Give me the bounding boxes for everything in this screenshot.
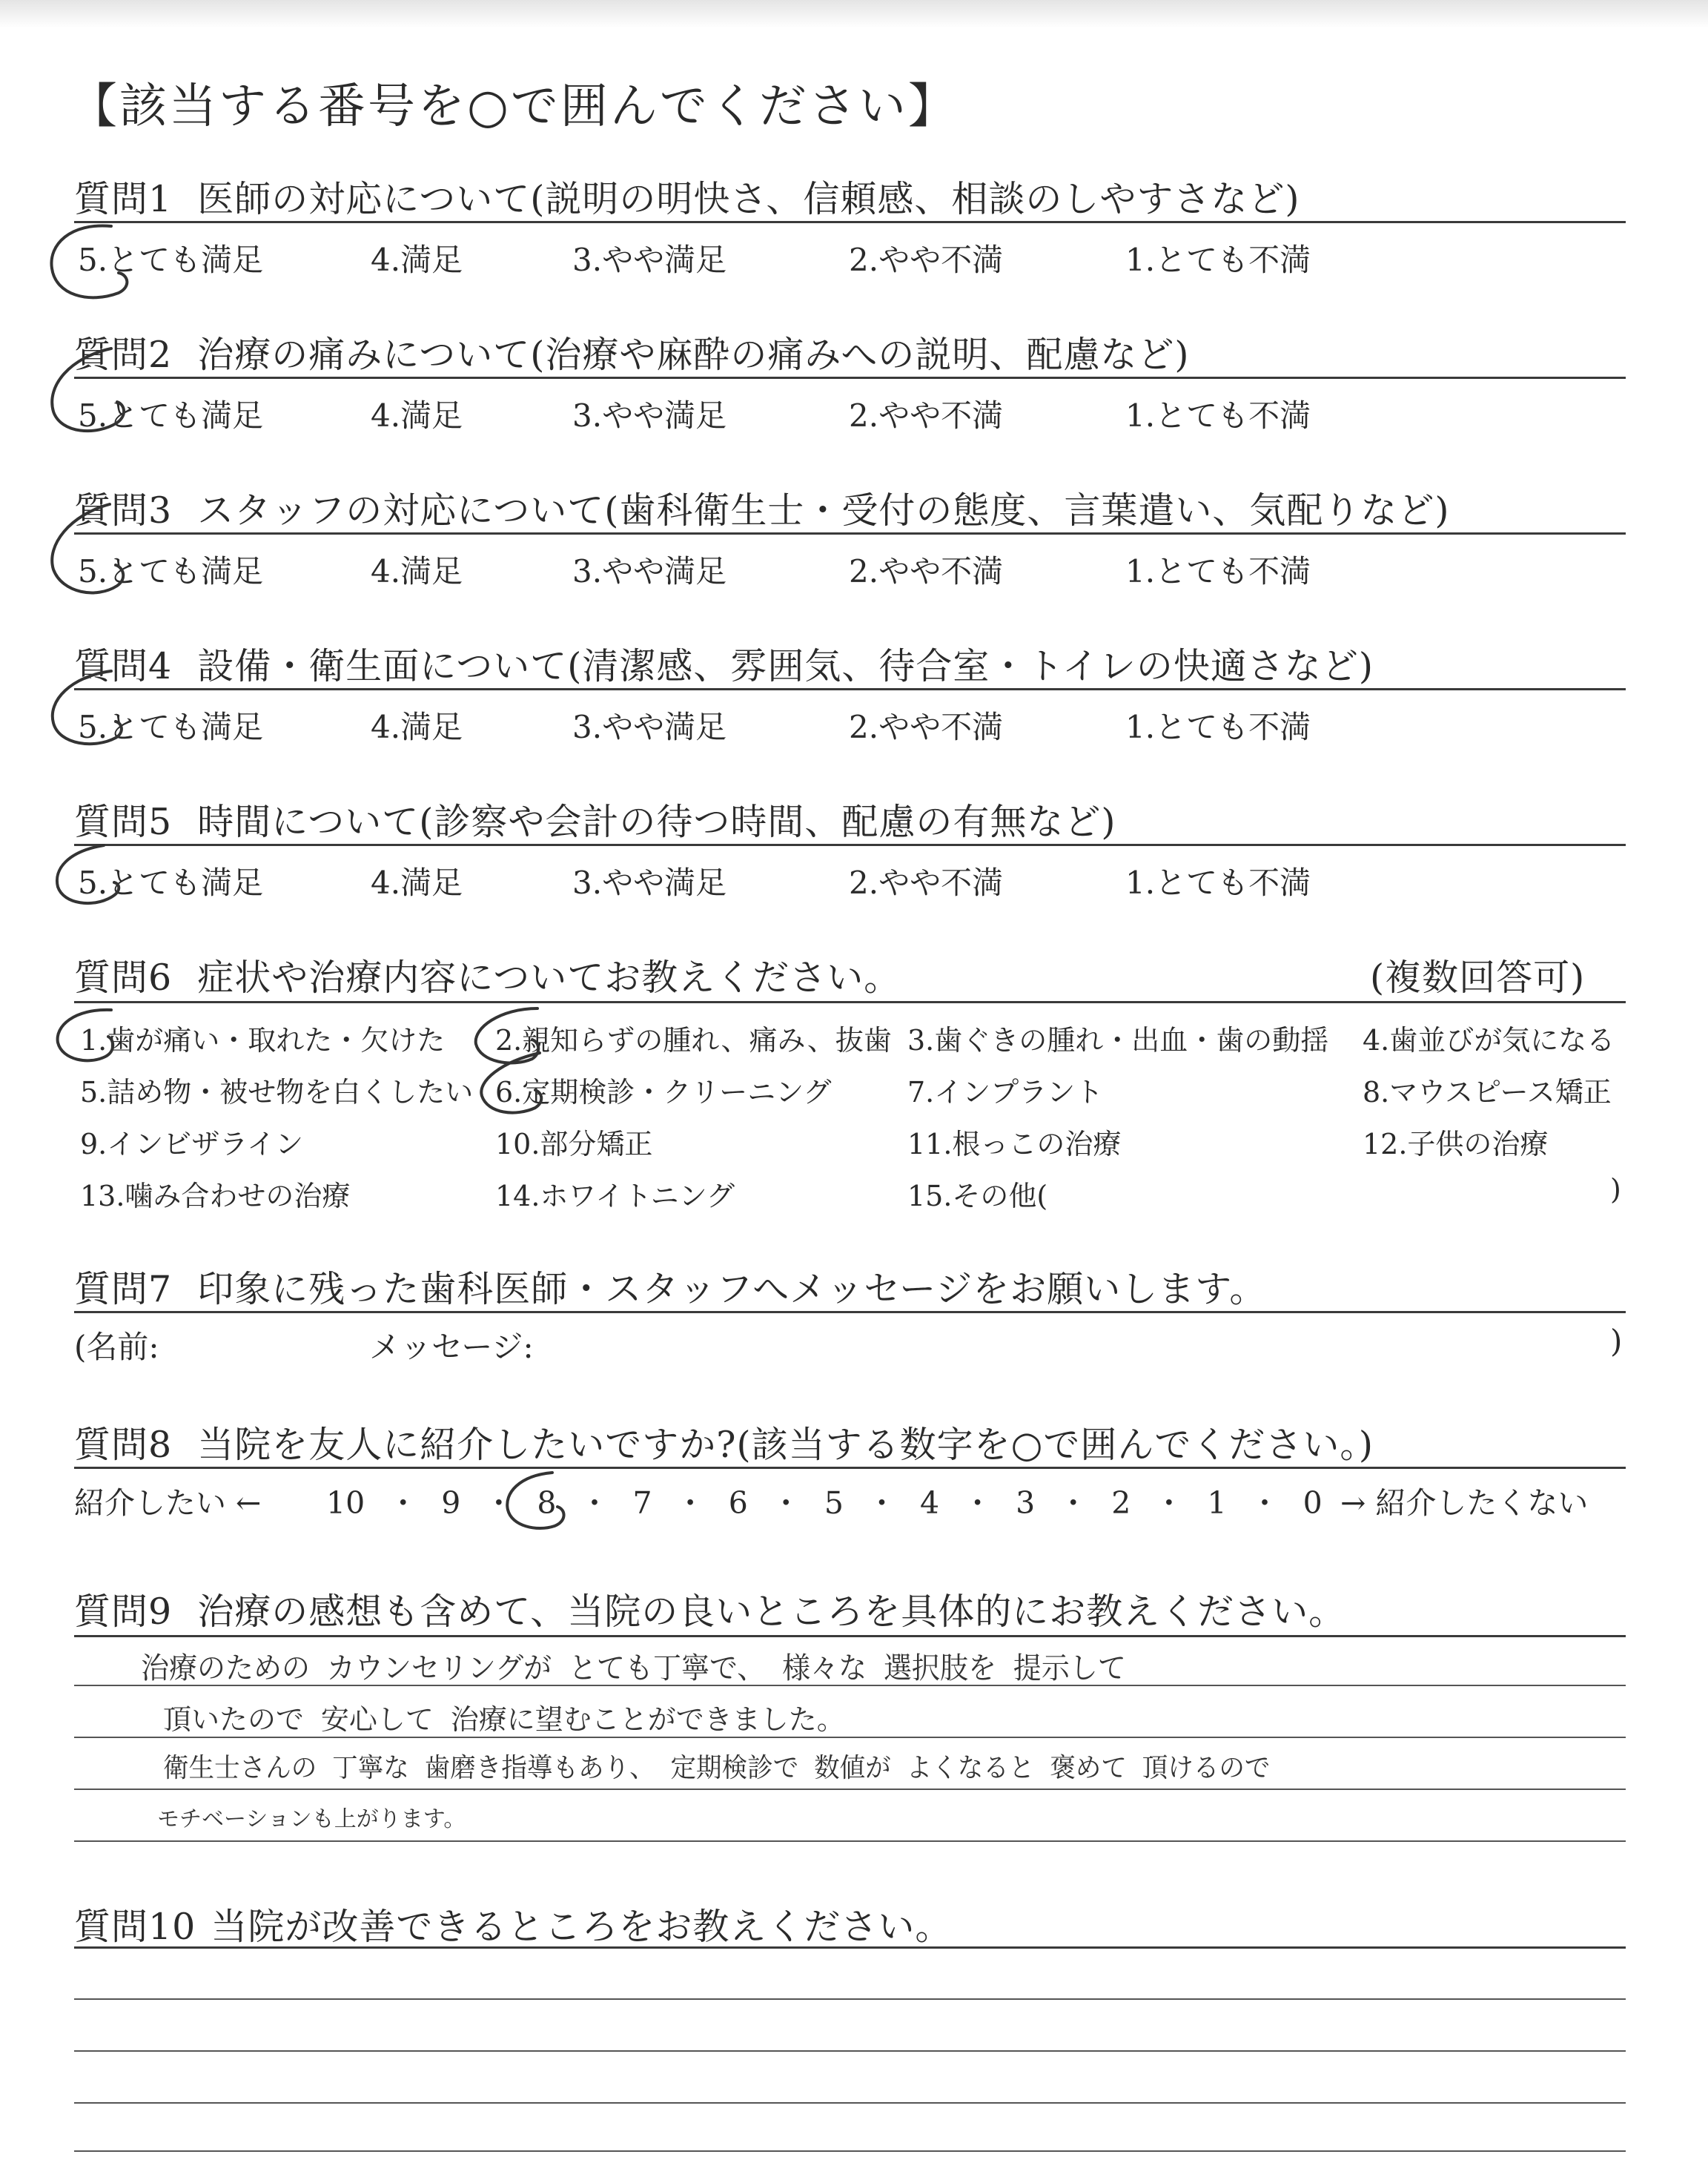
q7-rule — [74, 1311, 1626, 1313]
q1-option-5[interactable]: 5.とても満足 — [78, 242, 264, 278]
q6-option-10[interactable]: 10.部分矯正 — [495, 1128, 653, 1160]
q9-answer-line-2: 頂いたので 安心して 治療に望むことができました。 — [163, 1703, 845, 1736]
q7-title: 質問7 印象に残った歯科医師・スタッフへメッセージをお願いします。 — [74, 1268, 1267, 1310]
q5-option-1[interactable]: 1.とても不満 — [1125, 865, 1311, 901]
q7-message-label: メッセージ: — [369, 1329, 534, 1365]
q6-option-11[interactable]: 11.根っこの治療 — [907, 1128, 1122, 1160]
q6-option-1[interactable]: 1.歯が痛い・取れた・欠けた — [80, 1024, 446, 1057]
q10-rule-5 — [74, 2150, 1626, 2152]
q4-option-4[interactable]: 4.満足 — [371, 709, 463, 745]
q2-option-3[interactable]: 3.やや満足 — [572, 397, 727, 434]
q1-option-3[interactable]: 3.やや満足 — [572, 242, 727, 278]
q9-answer-line-3: 衛生士さんの 丁寧な 歯磨き指導もあり、 定期検診で 数値が よくなると 褒めて 頂けるので — [163, 1753, 1271, 1783]
q9-rule-1 — [74, 1635, 1626, 1637]
q6-note: (複数回答可) — [1370, 957, 1586, 999]
q6-option-12[interactable]: 12.子供の治療 — [1363, 1128, 1549, 1160]
q6-option-15[interactable]: 15.その他( — [907, 1180, 1048, 1212]
q4-option-1[interactable]: 1.とても不満 — [1125, 709, 1311, 745]
q6-option-6[interactable]: 6.定期検診・クリーニング — [495, 1076, 832, 1109]
q5-option-3[interactable]: 3.やや満足 — [572, 865, 727, 901]
q5-title: 質問5 時間について(診察や会計の待つ時間、配慮の有無など) — [74, 801, 1116, 843]
q1-title: 質問1 医師の対応について(説明の明快さ、信頼感、相談のしやすさなど) — [74, 178, 1300, 220]
q4-rule — [74, 688, 1626, 690]
q9-rule-4 — [74, 1789, 1626, 1790]
q6-option-2[interactable]: 2.親知らずの腫れ、痛み、抜歯 — [495, 1024, 892, 1057]
q2-option-5[interactable]: 5.とても満足 — [78, 397, 264, 434]
q8-title: 質問8 当院を友人に紹介したいですか?(該当する数字を○で囲んでください。) — [74, 1424, 1374, 1466]
q6-option-8[interactable]: 8.マウスピース矯正 — [1363, 1076, 1612, 1109]
q6-option-5[interactable]: 5.詰め物・被せ物を白くしたい — [80, 1076, 474, 1109]
q3-option-2[interactable]: 2.やや不満 — [849, 553, 1004, 589]
q8-right-label: → 紹介したくない — [1340, 1485, 1589, 1521]
q3-option-4[interactable]: 4.満足 — [371, 553, 463, 589]
q8-scale[interactable]: 10 ・ 9 ・ 8 ・ 7 ・ 6 ・ 5 ・ 4 ・ 3 ・ 2 ・ 1 ・ 0 — [326, 1485, 1323, 1521]
q6-option-4[interactable]: 4.歯並びが気になる — [1363, 1024, 1615, 1057]
q6-option-13[interactable]: 13.噛み合わせの治療 — [80, 1180, 351, 1212]
q9-rule-5 — [74, 1840, 1626, 1842]
q10-rule-2 — [74, 1998, 1626, 2000]
q2-option-2[interactable]: 2.やや不満 — [849, 397, 1004, 434]
q6-title: 質問6 症状や治療内容についてお教えください。 — [74, 957, 901, 999]
q9-answer-line-4: モチベーションも上がります。 — [157, 1806, 466, 1832]
q7-name-label: (名前: — [74, 1329, 159, 1365]
q9-answer-line-1: 治療のための カウンセリングが とても丁寧で、 様々な 選択肢を 提示して — [141, 1651, 1126, 1685]
q8-rule — [74, 1467, 1626, 1469]
q2-option-1[interactable]: 1.とても不満 — [1125, 397, 1311, 434]
page-header: 【該当する番号を○で囲んでください】 — [70, 79, 958, 134]
q6-option-9[interactable]: 9.インビザライン — [80, 1128, 304, 1160]
q6-option-7[interactable]: 7.インプラント — [907, 1076, 1104, 1109]
q5-rule — [74, 844, 1626, 846]
q5-option-2[interactable]: 2.やや不満 — [849, 865, 1004, 901]
q6-option-14[interactable]: 14.ホワイトニング — [495, 1180, 735, 1212]
q7-close-paren: ) — [1610, 1323, 1623, 1359]
q2-rule — [74, 377, 1626, 379]
q1-rule — [74, 221, 1626, 223]
q2-title: 質問2 治療の痛みについて(治療や麻酔の痛みへの説明、配慮など) — [74, 334, 1190, 376]
q3-option-1[interactable]: 1.とても不満 — [1125, 553, 1311, 589]
q1-option-1[interactable]: 1.とても不満 — [1125, 242, 1311, 278]
q9-title: 質問9 治療の感想も含めて、当院の良いところを具体的にお教えください。 — [74, 1591, 1346, 1633]
q5-option-5[interactable]: 5.とても満足 — [78, 865, 264, 901]
q3-option-5[interactable]: 5.とても満足 — [78, 553, 264, 589]
q3-option-3[interactable]: 3.やや満足 — [572, 553, 727, 589]
q8-left-label: 紹介したい ← — [74, 1485, 262, 1521]
q4-option-3[interactable]: 3.やや満足 — [572, 709, 727, 745]
q10-rule-3 — [74, 2050, 1626, 2052]
q1-option-2[interactable]: 2.やや不満 — [849, 242, 1004, 278]
q6-option-15-close: ) — [1610, 1173, 1621, 1206]
q10-rule-1 — [74, 1946, 1626, 1949]
q4-option-2[interactable]: 2.やや不満 — [849, 709, 1004, 745]
q6-rule — [74, 1001, 1626, 1003]
q3-rule — [74, 532, 1626, 535]
q2-option-4[interactable]: 4.満足 — [371, 397, 463, 434]
q1-option-4[interactable]: 4.満足 — [371, 242, 463, 278]
q6-option-3[interactable]: 3.歯ぐきの腫れ・出血・歯の動揺 — [907, 1024, 1329, 1057]
q3-title: 質問3 スタッフの対応について(歯科衛生士・受付の態度、言葉遣い、気配りなど) — [74, 489, 1450, 532]
q10-title: 質問10 当院が改善できるところをお教えください。 — [74, 1906, 953, 1948]
q10-rule-4 — [74, 2102, 1626, 2104]
q4-option-5[interactable]: 5.とても満足 — [78, 709, 264, 745]
q4-title: 質問4 設備・衛生面について(清潔感、雰囲気、待合室・トイレの快適さなど) — [74, 645, 1374, 687]
q5-option-4[interactable]: 4.満足 — [371, 865, 463, 901]
scan-top-edge — [0, 0, 1708, 28]
